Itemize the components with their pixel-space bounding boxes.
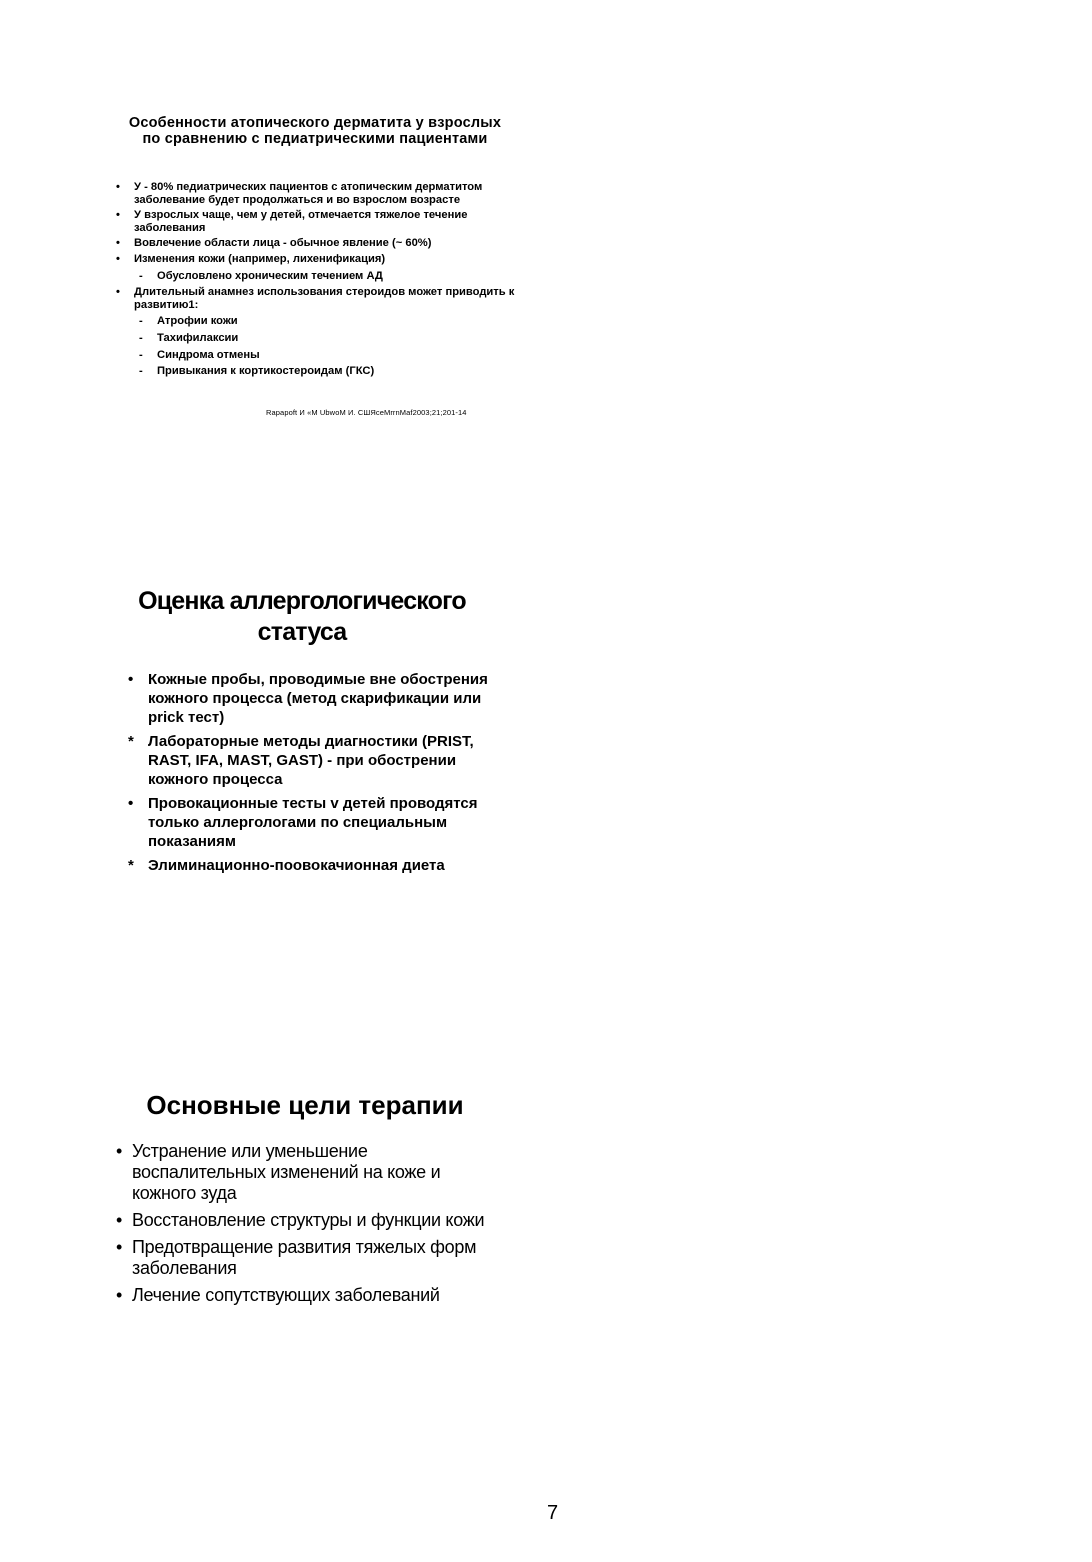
bullet-marker: • <box>116 237 120 250</box>
slide-title <box>112 586 492 648</box>
bullet-list <box>112 670 532 875</box>
list-item-text: Кожные пробы, проводимые вне обострения кожного процесса (метод скарификации или prick тест) <box>148 671 488 726</box>
list-item-text: Синдрома отмены <box>157 348 260 361</box>
list-item <box>112 794 498 851</box>
slide-allergy-status <box>112 586 532 880</box>
slide-adult-atopic-dermatitis <box>90 115 540 417</box>
list-item-text: Провокационные тесты v детей проводятся только аллергологами по специальным показаниям <box>148 795 478 850</box>
list-item-text: Обусловлено хроническим течением АД <box>157 269 383 282</box>
bullet-marker: • <box>116 1285 123 1305</box>
bullet-marker: • <box>128 671 134 688</box>
page-number: 7 <box>547 1502 559 1524</box>
list-item-text: Атрофии кожи <box>157 315 238 328</box>
list-item-text: Устранение или уменьшение воспалительных изменений на коже и кожного зуда <box>132 1141 441 1203</box>
bullet-marker: • <box>116 1141 123 1161</box>
dash-marker: - <box>139 365 143 378</box>
sub-list-item <box>90 315 540 328</box>
list-item-text: Элиминационно-поовокачионная диета <box>148 857 445 874</box>
dash-marker: - <box>139 331 143 344</box>
slide-therapy-goals <box>110 1089 530 1312</box>
bullet-list <box>90 181 540 378</box>
list-item <box>90 237 524 250</box>
bullet-marker: • <box>116 181 120 193</box>
title-line: Оценка аллергологического <box>138 587 466 615</box>
bullet-marker: • <box>116 286 120 299</box>
sub-list-item <box>90 365 540 378</box>
dash-marker: - <box>139 315 143 328</box>
list-item <box>110 1285 502 1306</box>
bullet-marker: • <box>128 795 134 812</box>
bullet-list <box>110 1141 530 1306</box>
list-item-text: Восстановление структуры и функции кожи <box>132 1210 485 1230</box>
title-line: Особенности атопического дерматита у взрослых <box>128 115 502 131</box>
bullet-marker: • <box>116 209 120 222</box>
list-item-text: У взрослых чаще, чем у детей, отмечается тяжелое течение заболевания <box>134 209 468 234</box>
list-item-text: Привыкания к кортикостероидам (ГКС) <box>157 365 375 378</box>
list-item-text: Тахифилаксии <box>157 331 239 344</box>
dash-marker: - <box>139 348 143 361</box>
bullet-marker: • <box>116 1210 123 1230</box>
asterisk-marker: * <box>128 857 134 874</box>
list-item <box>110 1237 502 1279</box>
list-item <box>110 1141 502 1204</box>
list-item <box>90 181 524 206</box>
sub-list-item <box>90 270 540 283</box>
list-item-text: Вовлечение области лица - обычное явление (~ 60%) <box>134 237 432 250</box>
list-item-text: Лечение сопутствующих заболеваний <box>132 1285 440 1305</box>
list-item-text: Предотвращение развития тяжелых форм заболевания <box>132 1237 477 1278</box>
title-line: статуса <box>257 618 347 646</box>
list-item <box>90 209 524 234</box>
list-item-text: Длительный анамнез использования стероидов может приводить к развитию1: <box>134 286 515 311</box>
list-item-text: Изменения кожи (например, лихенификация) <box>134 252 386 265</box>
dash-marker: - <box>139 269 143 282</box>
bullet-marker: • <box>116 1237 123 1257</box>
list-item <box>112 856 498 875</box>
sub-list-item <box>90 349 540 362</box>
list-item <box>90 286 524 311</box>
slide-title <box>90 115 540 147</box>
bullet-marker: • <box>116 252 120 265</box>
title-line: по сравнению с педиатрическими пациентами <box>142 131 488 147</box>
list-item <box>112 732 498 789</box>
slide-title: Основные цели терапии <box>146 1090 464 1120</box>
sub-list-item <box>90 332 540 345</box>
citation: Rapapoft И «M UbwoM И. СШЯсеМrrnMaf2003;21;201-14 <box>266 408 467 417</box>
list-item-text: У - 80% педиатрических пациентов с атопическим дерматитом заболевание будет продолжаться и во взрослом возрасте <box>134 181 483 206</box>
list-item <box>112 670 498 727</box>
list-item <box>90 253 524 266</box>
asterisk-marker: * <box>128 733 134 750</box>
list-item <box>110 1210 502 1231</box>
list-item-text: Лабораторные методы диагностики (PRIST, RAST, IFA, MAST, GAST) - при обострении кожного процесса <box>148 733 474 788</box>
